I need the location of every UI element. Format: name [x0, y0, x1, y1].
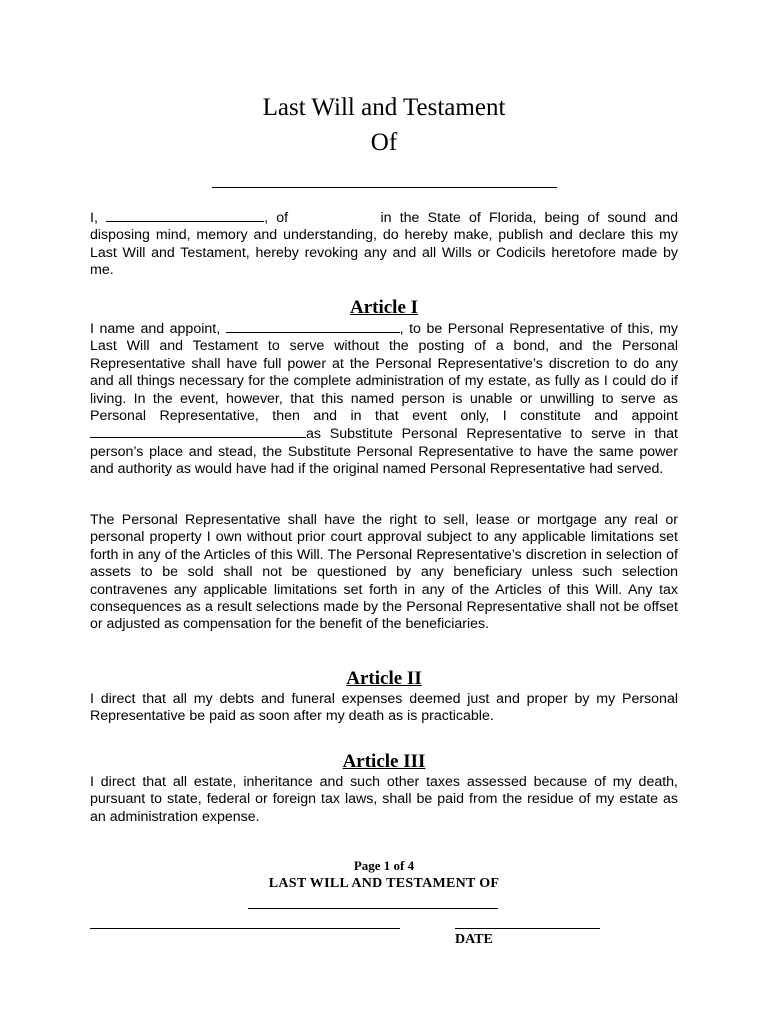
date-line: [455, 928, 600, 929]
document-title: Last Will and Testament: [262, 94, 506, 121]
intro-text-2: , of: [264, 210, 297, 226]
testator-name-line: [212, 187, 557, 188]
testator-name-blank: [106, 209, 264, 222]
article-1-text-2: , to be Personal Representative of this, my Last Will and Testament to serve without the posting of a bond, and the Personal Representative shall have full power at the Personal Representative’s discretion to do any and all things necessary for the complete administration of my estate, as fully as I could do if living. In the event, however, that this named person is unable or unwilling to serve as Personal Representative, then and in that event only, I constitute and appoint: [90, 321, 678, 425]
page-number: Page 1 of 4: [353, 858, 415, 873]
article-1-paragraph-2: The Personal Representative shall have the right to sell, lease or mortgage any real or personal property I own without prior court approval subject to any applicable limitations set forth in any of the Articles of this Will. The Personal Representative’s discretion in selection of assets to be sold shall not be questioned by any beneficiary unless such selection contravenes any applicable limitations set forth in any of the Articles of this Will. Any tax consequences as a result selections made by the Personal Representative shall not be offset or adjusted as compensation for the benefit of the beneficiaries.: [90, 512, 678, 633]
article-2-heading: Article II: [346, 668, 422, 689]
article-3-heading: Article III: [342, 751, 426, 772]
footer-title: LAST WILL AND TESTAMENT OF: [268, 876, 500, 891]
substitute-representative-blank: [90, 425, 306, 438]
article-1-text-1: I name and appoint,: [90, 321, 226, 337]
signature-line: [90, 928, 400, 929]
article-1-paragraph-1: [90, 320, 678, 479]
document-subtitle: Of: [370, 129, 398, 156]
footer-name-line: [248, 908, 498, 909]
intro-text-1: I,: [90, 210, 107, 226]
article-2-paragraph: I direct that all my debts and funeral expenses deemed just and proper by my Personal Representative be paid as soon after my death as is practicable.: [90, 691, 678, 725]
representative-name-blank: [226, 320, 400, 333]
intro-text-3: in the State of Florida, being of sound and disposing mind, memory and understanding, do hereby make, publish and declare this my Last Will and Testament, hereby revoking any and all Wills or Codicils heretofore made by me.: [90, 210, 678, 279]
intro-paragraph: [90, 209, 678, 280]
article-1-heading: Article I: [349, 297, 419, 318]
article-3-paragraph: I direct that all estate, inheritance and such other taxes assessed because of my death, pursuant to state, federal or foreign tax laws, shall be paid from the residue of my estate as an administration expense.: [90, 774, 678, 825]
article-1-text-3: as Substitute Personal Representative to serve in that person’s place and stead, the Substitute Personal Representative to have the same power and authority as would have had if the original named Personal Representative had served.: [90, 426, 678, 478]
date-label: DATE: [455, 932, 493, 947]
